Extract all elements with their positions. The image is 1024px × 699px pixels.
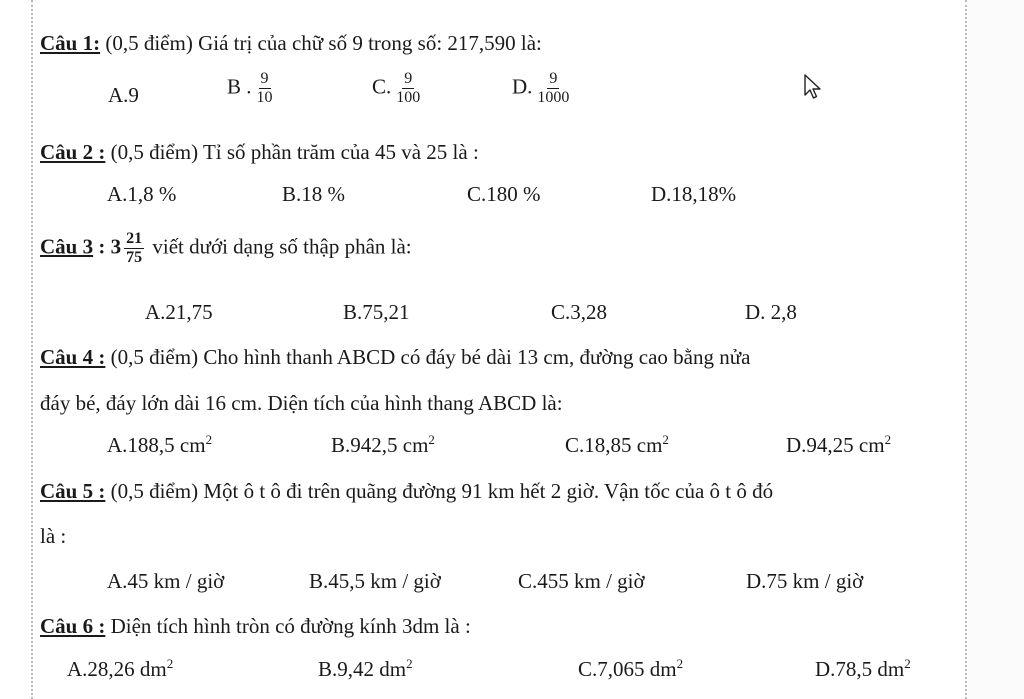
q6-option-b: B.9,42 $dm^2$ <box>318 656 413 681</box>
question-6-text: Diện tích hình tròn có đường kính 3dm là : <box>110 614 471 638</box>
question-3-mixed-whole: 3 <box>110 234 122 259</box>
question-2 <box>40 140 479 164</box>
q5-option-b: B.45,5 km / giờ <box>309 569 441 593</box>
q4-option-c: C.18,85 $cm^2$ <box>565 432 669 457</box>
q2-option-d: D.18,18% <box>651 182 737 206</box>
q2-option-a: A.1,8 % <box>107 182 177 206</box>
q5-option-a: A.45 km / giờ <box>107 569 225 593</box>
q2-option-b: B.18 % <box>282 182 345 206</box>
q3-option-d: D. 2,8 <box>745 300 797 324</box>
question-1-label: Câu 1: <box>40 31 101 55</box>
q1-option-d-fraction: $\frac{9}{1000}$ <box>537 70 570 106</box>
question-3: Câu 3 : 3 $\frac{21}{75}$ viết dưới dạng số thập phân là: <box>40 230 412 266</box>
q1-option-b-fraction: $\frac{9}{10}$ <box>256 70 273 106</box>
left-margin-guide <box>31 0 33 699</box>
question-3-label: Câu 3 <box>40 234 94 259</box>
question-4-text: (0,5 điểm) Cho hình thanh ABCD có đáy bé dài 13 cm, đường cao bằng nửa <box>110 345 751 369</box>
q4-option-d: D.94,25 $cm^2$ <box>786 432 892 457</box>
question-5-label: Câu 5 : <box>40 479 106 503</box>
q1-option-b: B . $\frac{9}{10}$ <box>227 70 273 106</box>
q6-option-c: C.7,065 $dm^2$ <box>578 656 684 681</box>
right-gutter <box>968 0 1024 699</box>
q5-option-c: C.455 km / giờ <box>518 569 645 593</box>
question-6-label: Câu 6 : <box>40 614 106 638</box>
question-5-text: (0,5 điểm) Một ô t ô đi trên quãng đường 91 km hết 2 giờ. Vận tốc của ô t ô đó <box>110 479 774 503</box>
question-2-label: Câu 2 : <box>40 140 106 164</box>
right-margin-guide <box>965 0 967 699</box>
question-4-label: Câu 4 : <box>40 345 106 369</box>
question-4-line-2: đáy bé, đáy lớn dài 16 cm. Diện tích của hình thang ABCD là: <box>40 391 563 415</box>
q3-option-a: A.21,75 <box>145 300 213 324</box>
question-1 <box>40 31 542 55</box>
question-5-line-2: là : <box>40 524 67 548</box>
q2-option-c: C.180 % <box>467 182 541 206</box>
q4-option-a: A.188,5 $cm^2$ <box>107 432 213 457</box>
q5-option-d: D.75 km / giờ <box>746 569 864 593</box>
q1-option-d: D. $\frac{9}{1000}$ <box>512 70 570 106</box>
q4-option-b: B.942,5 $cm^2$ <box>331 432 435 457</box>
question-3-fraction: $\frac{21}{75}$ <box>126 230 143 266</box>
q1-option-c-fraction: $\frac{9}{100}$ <box>396 70 421 106</box>
question-2-text: (0,5 điểm) Tỉ số phần trăm của 45 và 25 là : <box>110 140 479 164</box>
q1-option-a: A.9 <box>108 83 139 107</box>
q6-option-d: D.78,5 $dm^2$ <box>815 656 911 681</box>
question-4 <box>40 345 750 369</box>
q3-option-c: C.3,28 <box>551 300 608 324</box>
question-3-text: viết dưới dạng số thập phân là: <box>152 234 412 259</box>
q6-option-a: A.28,26 $dm^2$ <box>67 656 174 681</box>
q3-option-b: B.75,21 <box>343 300 410 324</box>
question-5 <box>40 479 773 503</box>
q1-option-c: C. $\frac{9}{100}$ <box>372 70 421 106</box>
question-1-text: (0,5 điểm) Giá trị của chữ số 9 trong số: 217,590 là: <box>105 31 542 55</box>
question-6 <box>40 614 471 638</box>
mouse-pointer-icon <box>804 74 822 100</box>
